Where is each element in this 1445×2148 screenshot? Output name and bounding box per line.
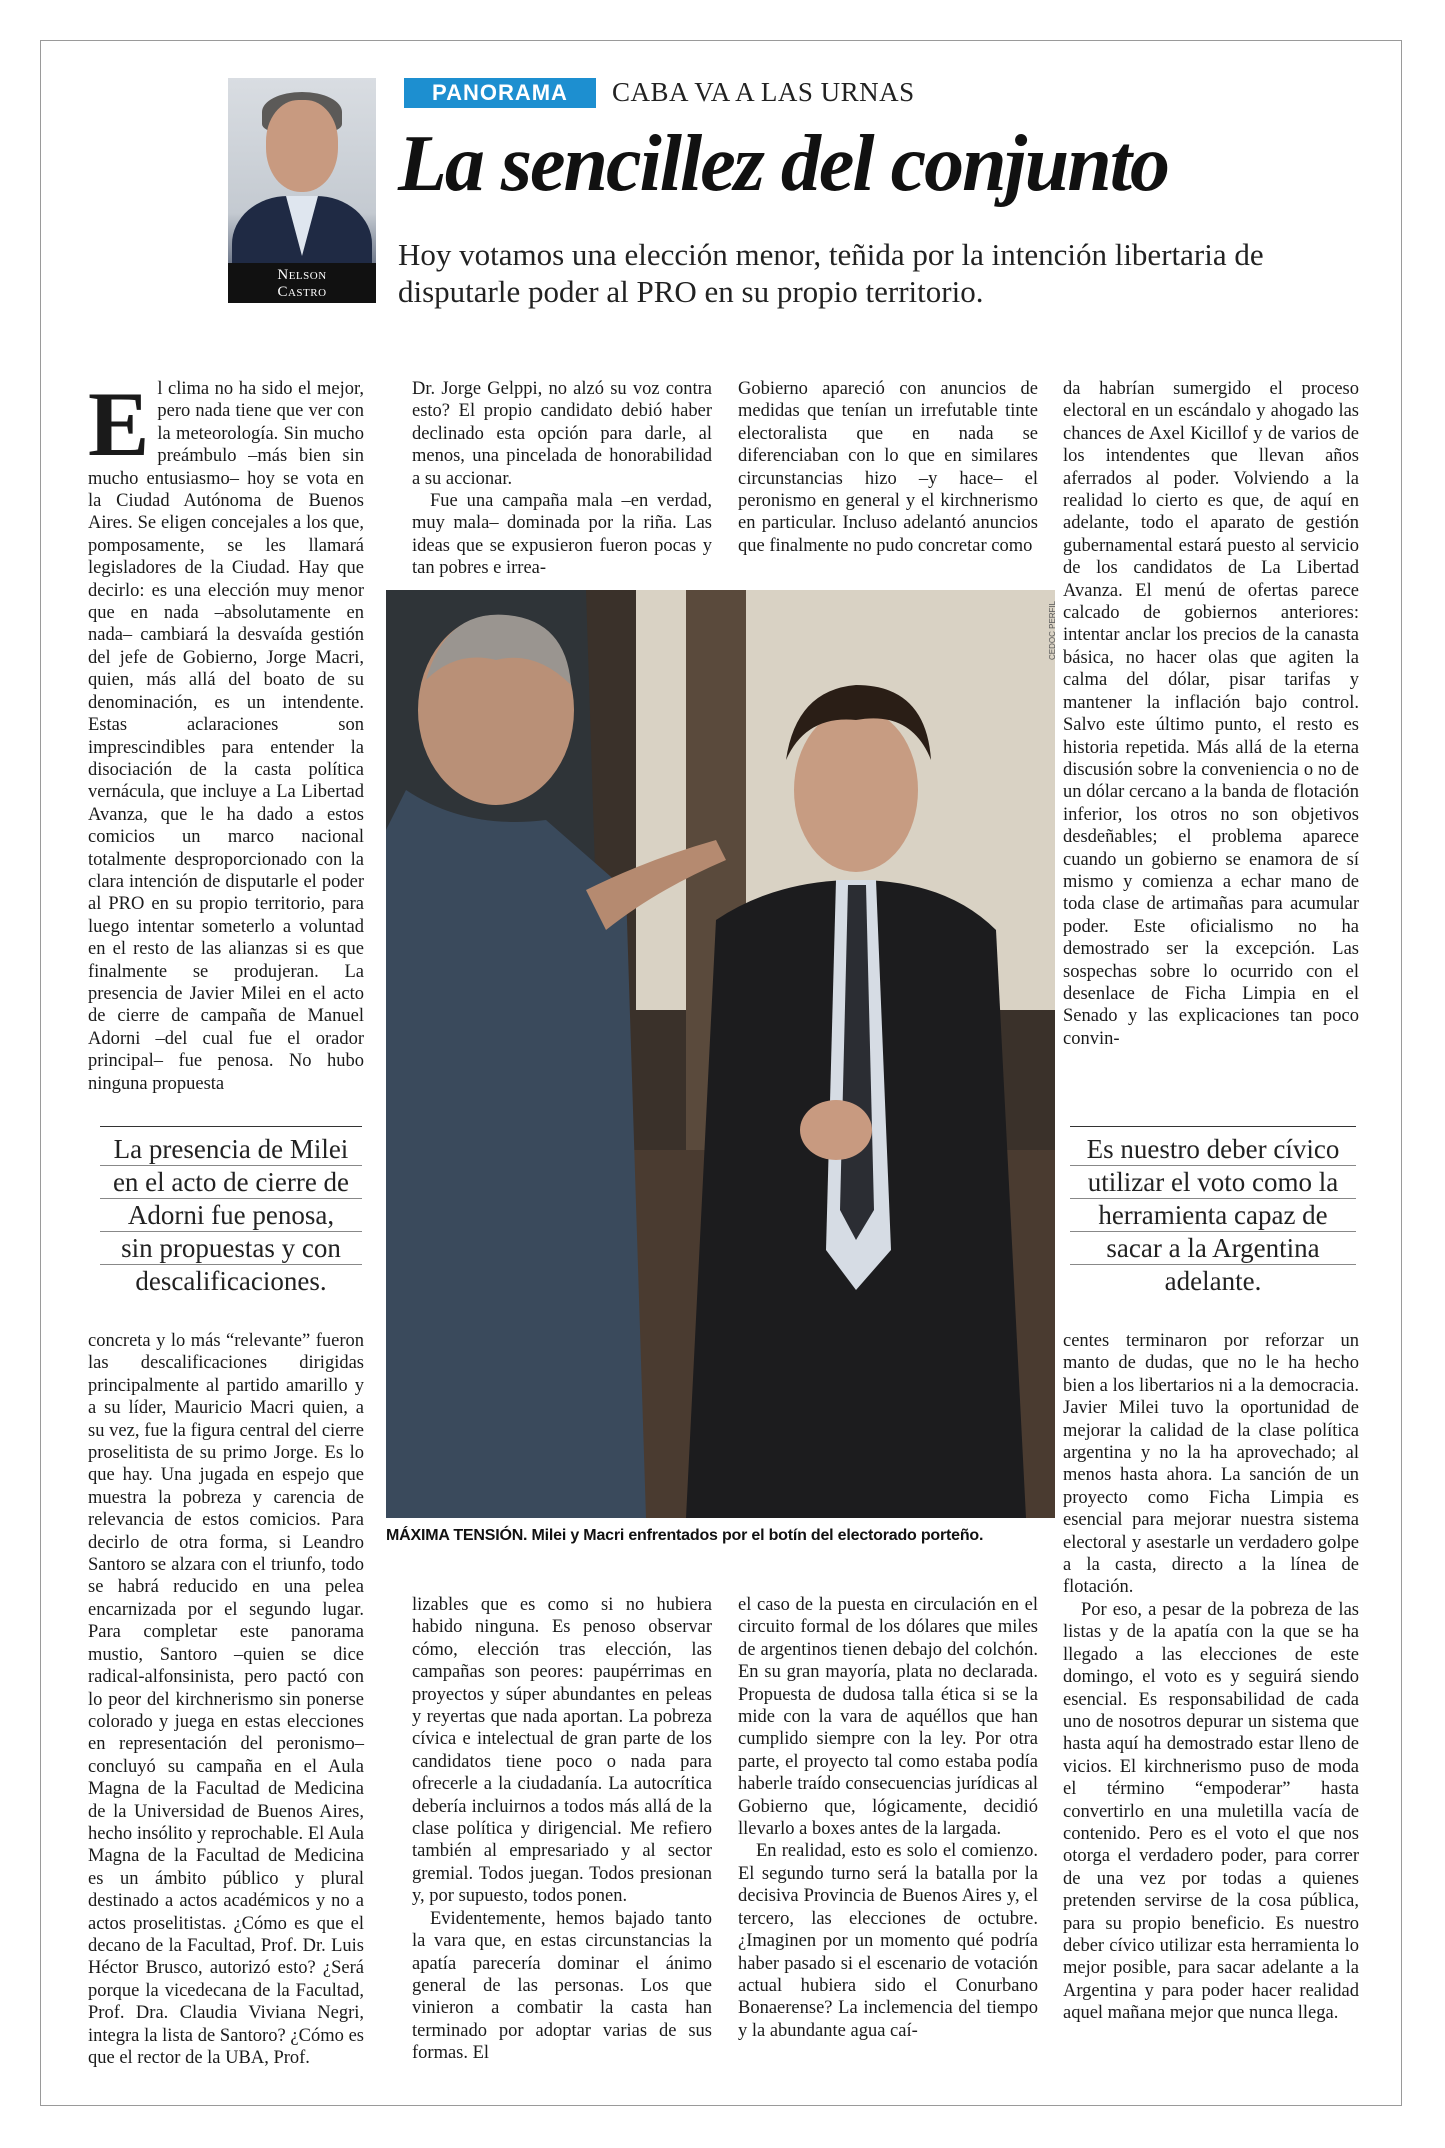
column-2-bottom xyxy=(412,1594,712,2065)
pullquote-line: sacar a la Argentina xyxy=(1070,1232,1356,1265)
column-1-top xyxy=(88,373,364,1095)
body-paragraph: da habrían sumergido el proceso electoral en un escándalo y ahogado las chances de Axel Kicillof y de varios de los intendentes que llevan años aferrados al poder. Volviendo a la realidad lo cierto es que, de aquí en adelante, todo el aparato de gestión gubernamental estará puesto al servicio de los candidatos de La Libertad Avanza. El menú de ofertas parece calcado de gobiernos anteriores: intentar anclar los precios de la canasta básica, no hacer olas que agiten la calma del dólar, pisar tarifas y mantener la inflación bajo control. Salvo este último punto, el resto es historia repetida. Más allá de la eterna discusión sobre la conveniencia o no de un dólar cercano a la banda de flotación inferior, los otros no son objetivos desdeñables; el problema aparece cuando un gobierno se enamora de sí mismo y comienza a echar mano de toda clase de artimañas para acumular poder. Este oficialismo no ha demostrado ser la excepción. Las sospechas sobre lo ocurrido con el desenlace de Ficha Limpia en el Senado y las explicaciones tan poco convin- xyxy=(1063,379,1359,1049)
body-paragraph: centes terminaron por reforzar un manto de dudas, que no le ha hecho bien a los libertarios ni a la democracia. Javier Milei tuvo la oportunidad de mejorar la calidad de la clase política argentina y no la ha aprovechado; al menos hasta ahora. La sanción de un proyecto como Ficha Limpia es esencial para mejorar nuestra sistema electoral y asestarle un verdadero golpe a la casta, directo a la línea de flotación. xyxy=(1063,1331,1359,1598)
body-paragraph: concreta y lo más “relevante” fueron las descalificaciones dirigidas principalmente al partido amarillo y a su líder, Mauricio Macri quien, a su vez, fue la figura central del cierre proselitista de su primo Jorge. Es lo que hay. Una jugada en espejo que muestra la pobreza y carencia de relevancia de estos comicios. Para decirlo de otra forma, si Leandro Santoro se alzara con el triunfo, todo se habrá reducido en una pelea encarnizada por el segundo lugar. Para completar este panorama mustio, Santoro –quien se dice radical-alfonsinista, pero pactó con lo peor del kirchnerismo sin ponerse colorado y juega en estas elecciones en representación del peronismo– concluyó su campaña en el Aula Magna de la Facultad de Medicina de la Universidad de Buenos Aires, hecho insólito y reprochable. El Aula Magna de la Facultad de Medicina es un ámbito público y plural destinado a actos académicos y no a actos proselitistas. ¿Cómo es que el decano de la Facultad, Prof. Dr. Luis Héctor Brusco, autorizó esto? ¿Será porque la vicedecana de la Facultad, Prof. Dra. Claudia Viviana Negri, integra la lista de Santoro? ¿Cómo es que el rector de la UBA, Prof. xyxy=(88,1331,364,2068)
pullquote-line: adelante. xyxy=(1164,1266,1262,1296)
author-first-name: Nelson xyxy=(277,267,327,283)
photo-illustration xyxy=(386,590,1055,1518)
author-name xyxy=(228,263,376,303)
pullquote-left xyxy=(100,1126,362,1297)
column-3-bottom xyxy=(738,1594,1038,2042)
headline: La sencillez del conjunto xyxy=(398,120,1168,208)
column-3-top xyxy=(738,378,1038,557)
pullquote-line: Adorni fue penosa, xyxy=(100,1199,362,1232)
pullquote-line: La presencia de Milei xyxy=(100,1133,362,1166)
body-text: l clima no ha sido el mejor, pero nada tiene que ver con la meteorología. Sin mucho preámbulo –más bien sin mucho entusiasmo– hoy se vota en la Ciudad Autónoma de Buenos Aires. Se eligen concejales a los que, pomposamente, se les llamará legisladores de la Ciudad. Hay que decirlo: es una elección muy menor que en nada –absolutamente en nada– cambiará la desvaída gestión del jefe de Gobierno, Jorge Macri, quien, más allá del boato de su denominación, es un intendente. Estas aclaraciones son imprescindibles para entender la disociación de la casta política vernácula, que incluye a La Libertad Avanza, que le ha dado a estos comicios un marco nacional totalmente desproporcionado con la clara intención de disputarle el poder al PRO en su propio territorio, para luego intentar someterlo a voluntad en el resto de las alianzas si es que finalmente se produjeran. La presencia de Javier Milei en el acto de cierre de campaña de Manuel Adorni –del cual fue el orador principal– fue penosa. No hubo ninguna propuesta xyxy=(88,379,364,1094)
portrait-face xyxy=(266,100,338,192)
drop-cap: E xyxy=(88,373,150,475)
column-4-top xyxy=(1063,378,1359,1050)
pullquote-line: descalificaciones. xyxy=(135,1266,327,1296)
pullquote-line: Es nuestro deber cívico xyxy=(1070,1133,1356,1166)
body-paragraph: En realidad, esto es solo el comienzo. El segundo turno será la batalla por la decisiva Provincia de Buenos Aires y, el tercero, las elecciones de octubre. ¿Imaginen por un momento qué podría haber pasado si el escenario de votación actual hubiera sido el Conurbano Bonaerense? La inclemencia del tiempo y la abundante agua caí- xyxy=(738,1841,1038,2041)
pullquote-right xyxy=(1070,1126,1356,1297)
photo-caption xyxy=(386,1527,1055,1545)
body-paragraph: el caso de la puesta en circulación en el circuito formal de los dólares que miles de argentinos tienen debajo del colchón. En su gran mayoría, plata no declarada. Propuesta de dudosa talla ética si se la mide con la vara de aquéllos que han cumplido siempre con la ley. Por otra parte, el proyecto tal como estaba podía haberle traído consecuencias jurídicas al Gobierno que, lógicamente, decidió llevarlo a boxes antes de la largada. xyxy=(738,1595,1038,1840)
kicker: CABA VA A LAS URNAS xyxy=(612,77,915,107)
body-paragraph: lizables que es como si no hubiera habido ninguna. Es penoso observar cómo, elección tras elección, las campañas son peores: paupérrimas en proyectos y súper abundantes en peleas y reyertas que nada aportan. La pobreza cívica e intelectual de gran parte de los candidatos tiene poco o nada para ofrecerle a la ciudadanía. La autocrítica debería incluirnos a todos más allá de la clase política y dirigencial. Me refiero también al empresariado y al sector gremial. Todos juegan. Todos presionan y, por supuesto, todos ponen. xyxy=(412,1595,712,1907)
pullquote-line: utilizar el voto como la xyxy=(1070,1166,1356,1199)
column-1-bottom xyxy=(88,1330,364,2069)
body-paragraph: Fue una campaña mala –en verdad, muy mala– dominada por la riña. Las ideas que se expusieron fueron pocas y tan pobres e irrea- xyxy=(412,491,712,579)
section-tag: PANORAMA xyxy=(404,78,596,108)
body-paragraph: Dr. Jorge Gelppi, no alzó su voz contra esto? El propio candidato debió haber declinado esta opción para darle, al menos, una pincelada de honorabilidad a su accionar. xyxy=(412,379,712,489)
pullquote-line: sin propuestas y con xyxy=(100,1232,362,1265)
standfirst: Hoy votamos una elección menor, teñida por la intención libertaria de disputarle poder al PRO en su propio territorio. xyxy=(398,237,1264,309)
author-last-name: Castro xyxy=(277,284,327,300)
pullquote-line: herramienta capaz de xyxy=(1070,1199,1356,1232)
photo-credit: CEDOC PERFIL xyxy=(1048,600,1057,660)
body-paragraph: Gobierno apareció con anuncios de medidas que tenían un irrefutable tinte electoralista que en nada se diferenciaban con lo que en similares circunstancias hizo –y hace– el peronismo en general y el kirchnerismo en particular. Incluso adelantó anuncios que finalmente no pudo concretar como xyxy=(738,379,1038,556)
body-paragraph: Por eso, a pesar de la pobreza de las listas y de la apatía con la que se ha llegado a las elecciones de este domingo, el voto es y seguirá siendo esencial. Es responsabilidad de cada uno de nosotros depurar un sistema que hasta aquí ha demostrado estar lleno de vicios. El kirchnerismo puso de moda el término “empoderar” hasta convertirlo en una muletilla vacía de contenido. Pero es el voto el que nos otorga el verdadero poder, para correr de una vez por todas a quienes pretenden servirse de la cosa pública, para su propio beneficio. Es nuestro deber cívico utilizar esta herramienta lo mejor posible, para sacar adelante a la Argentina y para poder hacer realidad aquel mañana mejor que nunca llega. xyxy=(1063,1599,1359,2024)
body-paragraph: Evidentemente, hemos bajado tanto la vara que, en estas circunstancias la apatía parecería dominar el ánimo general de las personas. Los que vinieron a combatir la casta han terminado por adoptar varias de sus formas. El xyxy=(412,1908,712,2064)
caption-text: Milei y Macri enfrentados por el botín del electorado porteño. xyxy=(527,1527,984,1544)
pullquote-line: en el acto de cierre de xyxy=(100,1166,362,1199)
article-photo xyxy=(386,590,1055,1518)
caption-lead: MÁXIMA TENSIÓN. xyxy=(386,1527,528,1544)
column-4-bottom xyxy=(1063,1330,1359,2025)
column-2-top xyxy=(412,378,712,580)
author-portrait xyxy=(228,78,376,303)
